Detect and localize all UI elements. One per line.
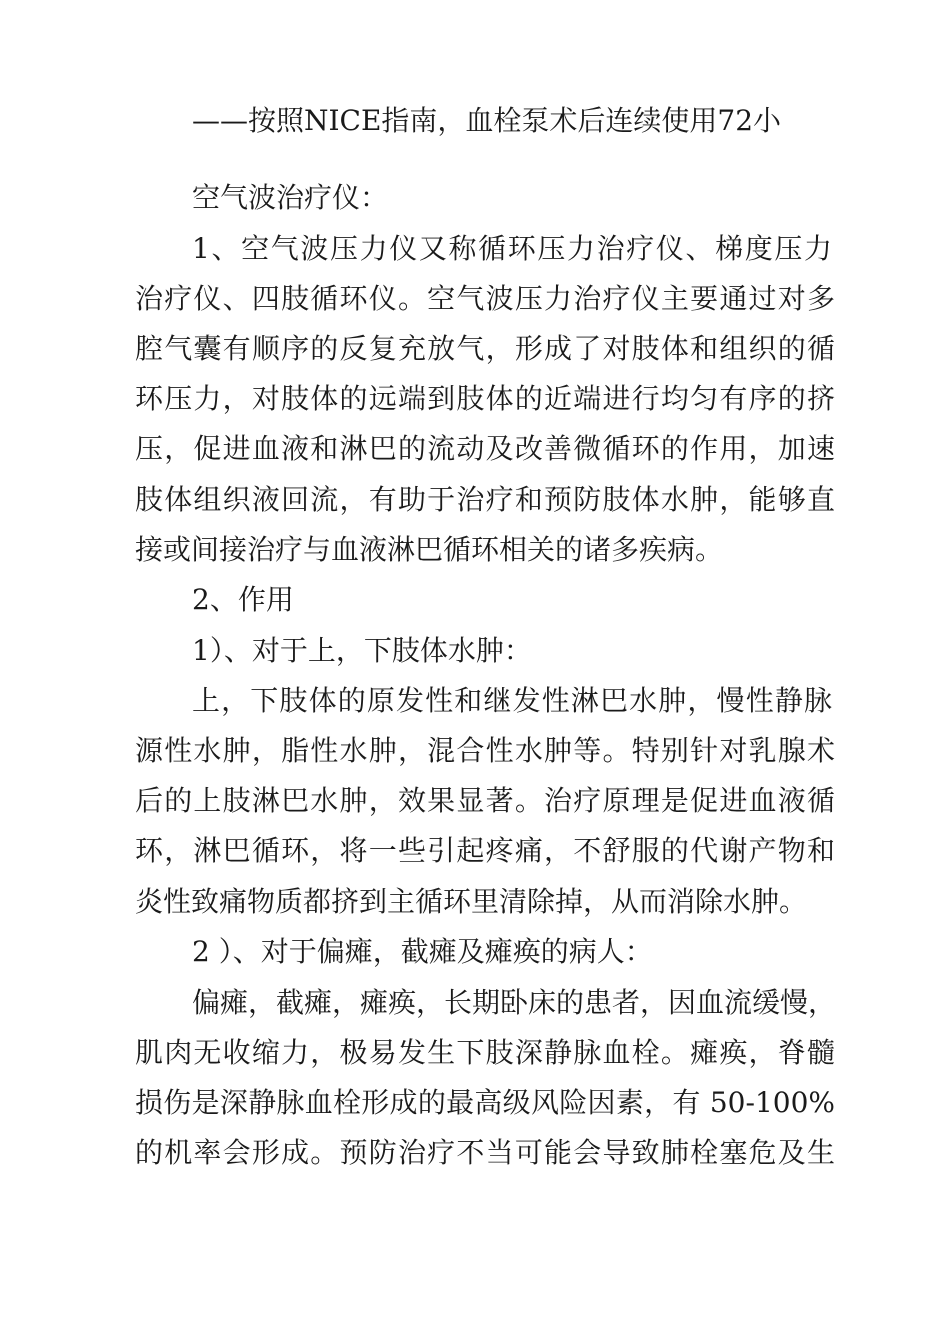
text-line: 接或间接治疗与血液淋巴循环相关的诸多疾病。 (135, 533, 724, 566)
subsection-heading: 1）、对于上，下肢体水肿： (192, 634, 532, 667)
text-line: 环压力，对肢体的远端到肢体的近端进行均匀有序的挤 (135, 382, 835, 415)
text-line: 肌肉无收缩力，极易发生下肢深静脉血栓。瘫痪，脊髓 (135, 1036, 835, 1069)
text-line: 压，促进血液和淋巴的流动及改善微循环的作用，加速 (135, 432, 835, 465)
text-line: 偏瘫，截瘫，瘫痪，长期卧床的患者，因血流缓慢， (192, 986, 837, 1019)
text-line: ——按照NICE指南，血栓泵术后连续使用72小 (192, 104, 782, 137)
text-line: 上，下肢体的原发性和继发性淋巴水肿，慢性静脉 (192, 684, 832, 717)
text-line: 治疗仪、四肢循环仪。空气波压力治疗仪主要通过对多 (135, 282, 835, 315)
text-line: 腔气囊有顺序的反复充放气，形成了对肢体和组织的循 (135, 332, 835, 365)
text-line: 1、空气波压力仪又称循环压力治疗仪、梯度压力 (192, 232, 832, 265)
section-heading: 空气波治疗仪： (192, 181, 389, 214)
subsection-heading: 2 ）、对于偏瘫，截瘫及瘫痪的病人： (192, 935, 653, 968)
text-line: 环，淋巴循环，将一些引起疼痛，不舒服的代谢产物和 (135, 834, 835, 867)
text-line: 损伤是深静脉血栓形成的最高级风险因素，有 50-100% (135, 1086, 835, 1119)
text-line: 后的上肢淋巴水肿，效果显著。治疗原理是促进血液循 (135, 784, 835, 817)
text-line: 源性水肿，脂性水肿，混合性水肿等。特别针对乳腺术 (135, 734, 835, 767)
text-line: 肢体组织液回流，有助于治疗和预防肢体水肿，能够直 (135, 483, 835, 516)
text-line: 炎性致痛物质都挤到主循环里清除掉，从而消除水肿。 (135, 885, 808, 918)
section-heading: 2、作用 (192, 583, 294, 616)
text-line: 的机率会形成。预防治疗不当可能会导致肺栓塞危及生 (135, 1136, 835, 1169)
